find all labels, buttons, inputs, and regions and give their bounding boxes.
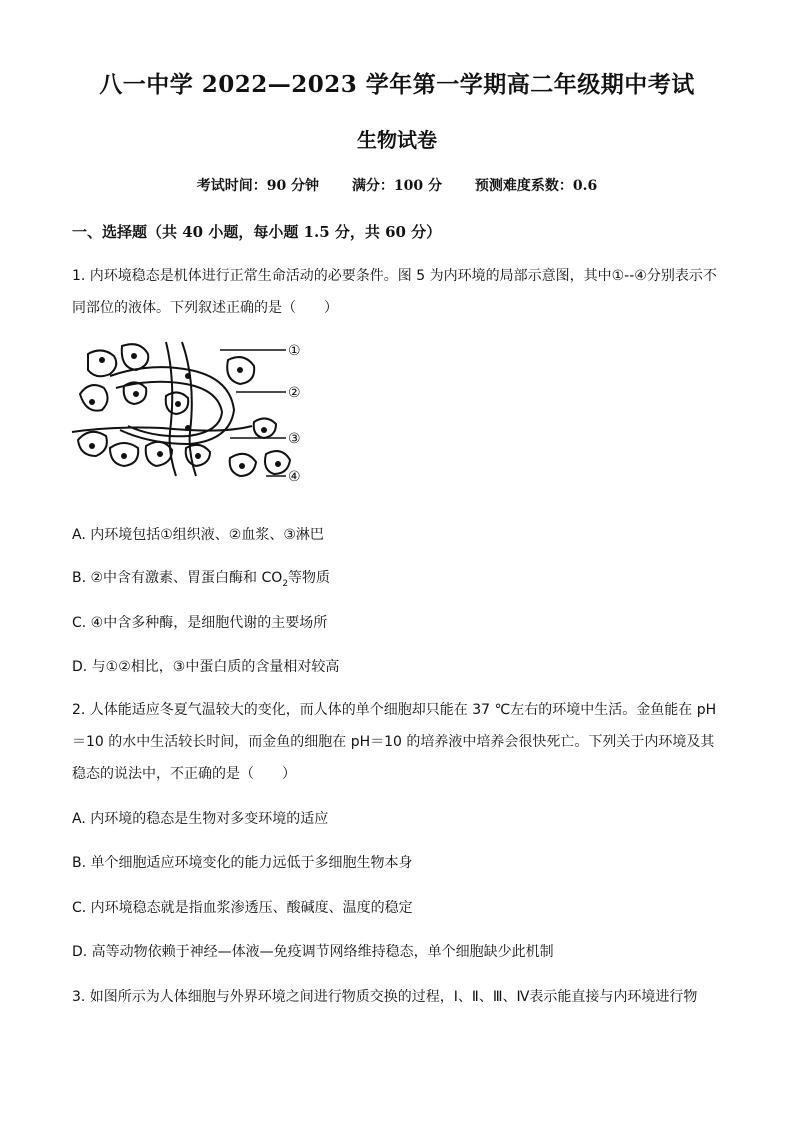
q2-option-c: C. 内环境稳态就是指血浆渗透压、酸碱度、温度的稳定: [72, 900, 413, 916]
exam-title: 八一中学 2022—2023 学年第一学期高二年级期中考试: [99, 71, 695, 98]
q2-option-a: A. 内环境的稳态是生物对多变环境的适应: [72, 811, 329, 827]
figure-label-4: ④: [288, 469, 301, 485]
tissue-cells: [78, 344, 290, 476]
figure-label-3: ③: [288, 431, 301, 447]
figure-label-1: ①: [288, 343, 301, 359]
exam-full-score: 满分：100 分: [351, 178, 443, 194]
q2-option-d: D. 高等动物依赖于神经—体液—免疫调节网络维持稳态，单个细胞缺少此机制: [72, 944, 554, 960]
exam-difficulty: 预测难度系数：0.6: [474, 178, 598, 194]
section-heading: 一、选择题（共 40 小题，每小题 1.5 分，共 60 分）: [72, 223, 442, 241]
q2-option-b: B. 单个细胞适应环境变化的能力远低于多细胞生物本身: [72, 855, 413, 871]
q1-option-c: C. ④中含多种酶，是细胞代谢的主要场所: [72, 615, 328, 631]
exam-time: 考试时间：90 分钟: [196, 178, 320, 194]
inner-environment-figure: [70, 336, 320, 496]
exam-info: [0, 175, 794, 195]
question-2-stem: 2. 人体能适应冬夏气温较大的变化，而人体的单个细胞却只能在 37 ℃左右的环境中生活。金鱼能在 pH＝10 的水中生活较长时间，而金鱼的细胞在 pH＝10 的培养液中培养会很快死亡。下列关于内环境及其稳态的说法中，不正确的是（ ）: [72, 702, 717, 782]
question-3-stem: 3. 如图所示为人体细胞与外界环境之间进行物质交换的过程，Ⅰ、Ⅱ、Ⅲ、Ⅳ表示能直接与内环境进行物: [72, 989, 698, 1005]
exam-subtitle: 生物试卷: [357, 128, 437, 152]
q1-option-d: D. 与①②相比，③中蛋白质的含量相对较高: [72, 659, 340, 675]
question-1-stem: 1. 内环境稳态是机体进行正常生命活动的必要条件。图 5 为内环境的局部示意图，其中①--④分别表示不同部位的液体。下列叙述正确的是（ ）: [72, 268, 717, 316]
q1-option-b: B. ②中含有激素、胃蛋白酶和 $CO_2$等物质: [72, 570, 331, 589]
figure-label-2: ②: [288, 385, 301, 401]
q1-option-a: A. 内环境包括①组织液、②血浆、③淋巴: [72, 527, 324, 543]
